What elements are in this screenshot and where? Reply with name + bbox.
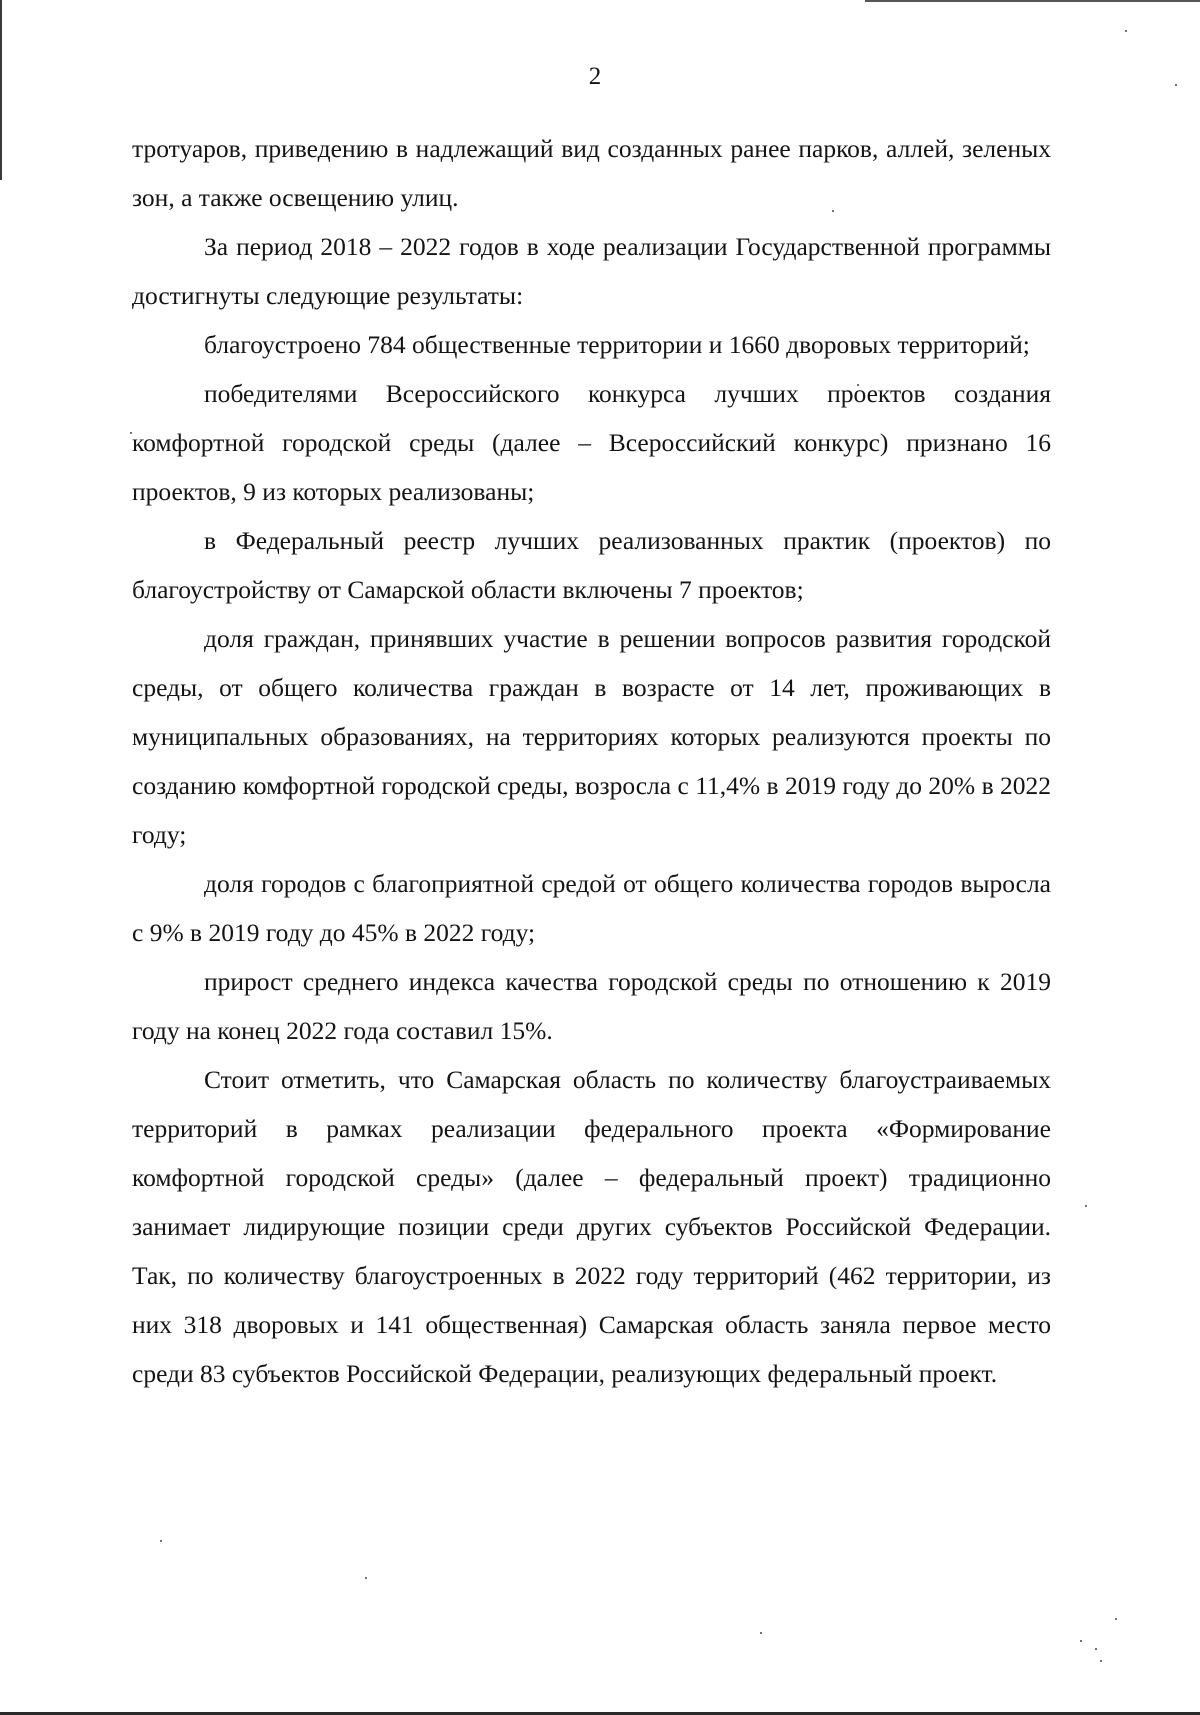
scan-speck xyxy=(1080,1640,1082,1642)
paragraph: Стоит отметить, что Самарская область по количеству благоустраиваемых территорий в рамках реализации федерального проекта «Формирование комфортной городской среды» (далее – федеральный проект) традиционно занимает лидирующие позиции среди других субъектов Российской Федерации. Так, по количеству благоустроенных в 2022 году территорий (462 территории, из них 318 дворовых и 141 общественная) Самарская область заняла первое место среди 83 субъектов Российской Федерации, реализующих федеральный проект. xyxy=(132,1065,1051,1388)
page-number: 2 xyxy=(588,63,602,90)
paragraph: благоустроено 784 общественные территории и 1660 дворовых территорий; xyxy=(204,330,1030,359)
paragraph: тротуаров, приведению в надлежащий вид созданных ранее парков, аллей, зеленых зон, а также освещению улиц. xyxy=(132,134,1051,212)
paragraph: в Федеральный реестр лучших реализованных практик (проектов) по благоустройству от Самарской области включены 7 проектов; xyxy=(132,526,1051,604)
scan-speck xyxy=(760,1632,762,1634)
scan-speck xyxy=(160,1540,162,1542)
document-body xyxy=(132,124,1051,1398)
paragraph: победителями Всероссийского конкурса лучших проектов создания комфортной городской среды (далее – Всероссийский конкурс) признано 16 проектов, 9 из которых реализованы; xyxy=(132,379,1051,506)
paragraph: За период 2018 – 2022 годов в ходе реализации Государственной программы достигнуты следующие результаты: xyxy=(132,232,1051,310)
paragraph: доля граждан, принявших участие в решении вопросов развития городской среды, от общего количества граждан в возрасте от 14 лет, проживающих в муниципальных образованиях, на территориях которых реализуются проекты по созданию комфортной городской среды, возросла с 11,4% в 2019 году до 20% в 2022 году; xyxy=(132,624,1051,849)
paragraph: прирост среднего индекса качества городской среды по отношению к 2019 году на конец 2022 года составил 15%. xyxy=(132,967,1051,1045)
scan-speck xyxy=(1115,1618,1117,1620)
scan-speck xyxy=(365,1577,367,1579)
scan-speck xyxy=(1125,30,1127,32)
scan-line-top xyxy=(865,0,1200,2)
paragraph: доля городов с благоприятной средой от общего количества городов выросла с 9% в 2019 году до 45% в 2022 году; xyxy=(132,869,1051,947)
scan-speck xyxy=(1095,1648,1097,1650)
scan-speck xyxy=(1085,1205,1087,1207)
scan-speck xyxy=(1100,1660,1102,1662)
